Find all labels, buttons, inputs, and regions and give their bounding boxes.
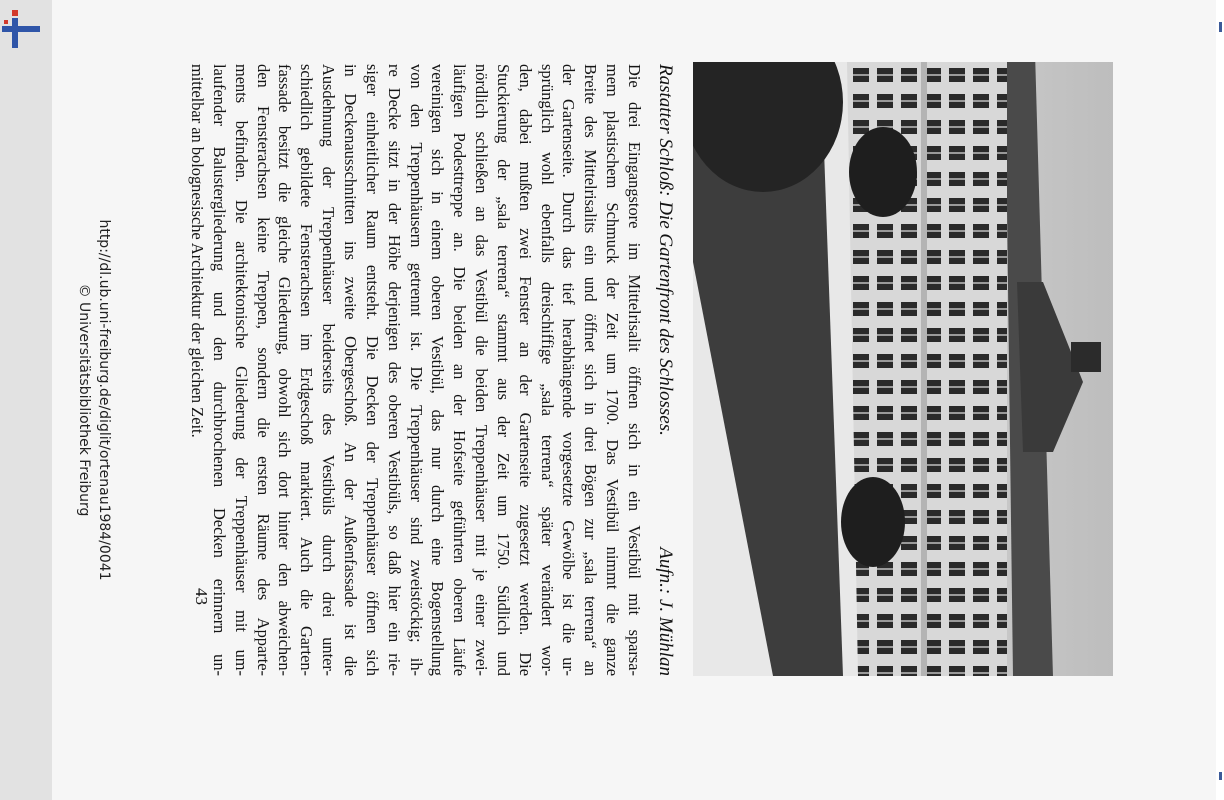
caption-title: Rastatter Schloß: Die Gartenfront des Schlosses. [655,64,676,436]
text-line: läufigen Podesttreppe an. Die beiden an der Hofseite geführten oberen Läufe [450,64,470,676]
text-line: Breite des Mittelrisalits ein und öffnet sich in drei Bögen zur „sala terrena“ an [581,64,601,676]
article-body [186,64,645,676]
text-line: mittelbar an bolognesische Architektur der gleichen Zeit. [188,64,208,438]
text-line: schiedlich gebildete Fensterachsen im Erdgeschoß markiert. Auch die Garten- [297,64,317,676]
text-line: laufender Balustergliederung und den durchbrochenen Decken erinnern un- [209,64,229,676]
viewer-sidebar [0,0,53,800]
copyright-notice: © Universitätsbibliothek Freiburg [76,283,92,517]
text-line: siger einheitlicher Raum entsteht. Die Decken der Treppenhäuser öffnen sich [362,64,382,676]
text-line: re Decke sitzt in der Höhe derjenigen des oberen Vestibüls, so daß hier ein rie- [384,64,404,676]
source-url-link[interactable]: http://dl.ub.uni-freiburg.de/diglit/ortenau1984/0041 [96,219,112,581]
text-line: sprünglich wohl ebenfalls dreischiffige „sala terrena“ später verändert wor- [537,64,557,676]
text-line: ments befinden. Die architektonische Gliederung der Treppenhäuser mit um- [231,64,251,676]
palace-garden-photo [693,62,1113,676]
text-line: Stuckierung der „sala terrena“ stammt aus der Zeit um 1750. Südlich und [493,64,513,676]
text-line: fassade besitzt die gleiche Gliederung, obwohl sich dort hinter den abweichen- [275,64,295,676]
text-line: in Deckenausschnitten ins zweite Obergeschoß. An der Außenfassade ist die [341,64,361,676]
text-line: den Fensterachsen keine Treppen, sondern die ersten Räume des Apparte- [253,64,273,676]
page-edge [1216,0,1224,800]
text-line: Die drei Eingangstore im Mittelrisalit öffnen sich in ein Vestibül mit sparsa- [625,64,644,676]
edge-marker-icon [1219,22,1222,32]
scanned-page [52,0,1216,800]
text-line: nördlich schließen an das Vestibül die beiden Treppenhäuser mit je einer zwei- [472,64,492,676]
rotated-page-content [52,0,1216,800]
photo-illustration [693,62,1113,676]
photo-credit: Aufn.: J. Mühlan [655,547,676,676]
text-line: den, dabei mußten zwei Fenster an der Gartenseite zugesetzt werden. Die [515,64,535,676]
text-line: von den Treppenhäusern getrennt ist. Die Treppenhäuser sind zweistöckig; ih- [406,64,426,676]
page-number: 43 [192,588,211,605]
text-line: vereinigen sich in einem oberen Vestibül, das nur durch eine Bogenstellung [428,64,448,676]
text-line: der Gartenseite. Durch das tief herabhängende vorgesetzte Gewölbe ist die ur- [559,64,579,676]
text-line: mem plastischem Schmuck der Zeit um 1700. Das Vestibül nimmt die ganze [603,64,623,676]
library-logo-icon[interactable] [2,8,40,52]
edge-marker-icon [1219,772,1222,780]
text-line: Ausdehnung der Treppenhäuser beiderseits des Vestibüls durch drei unter- [319,64,339,676]
